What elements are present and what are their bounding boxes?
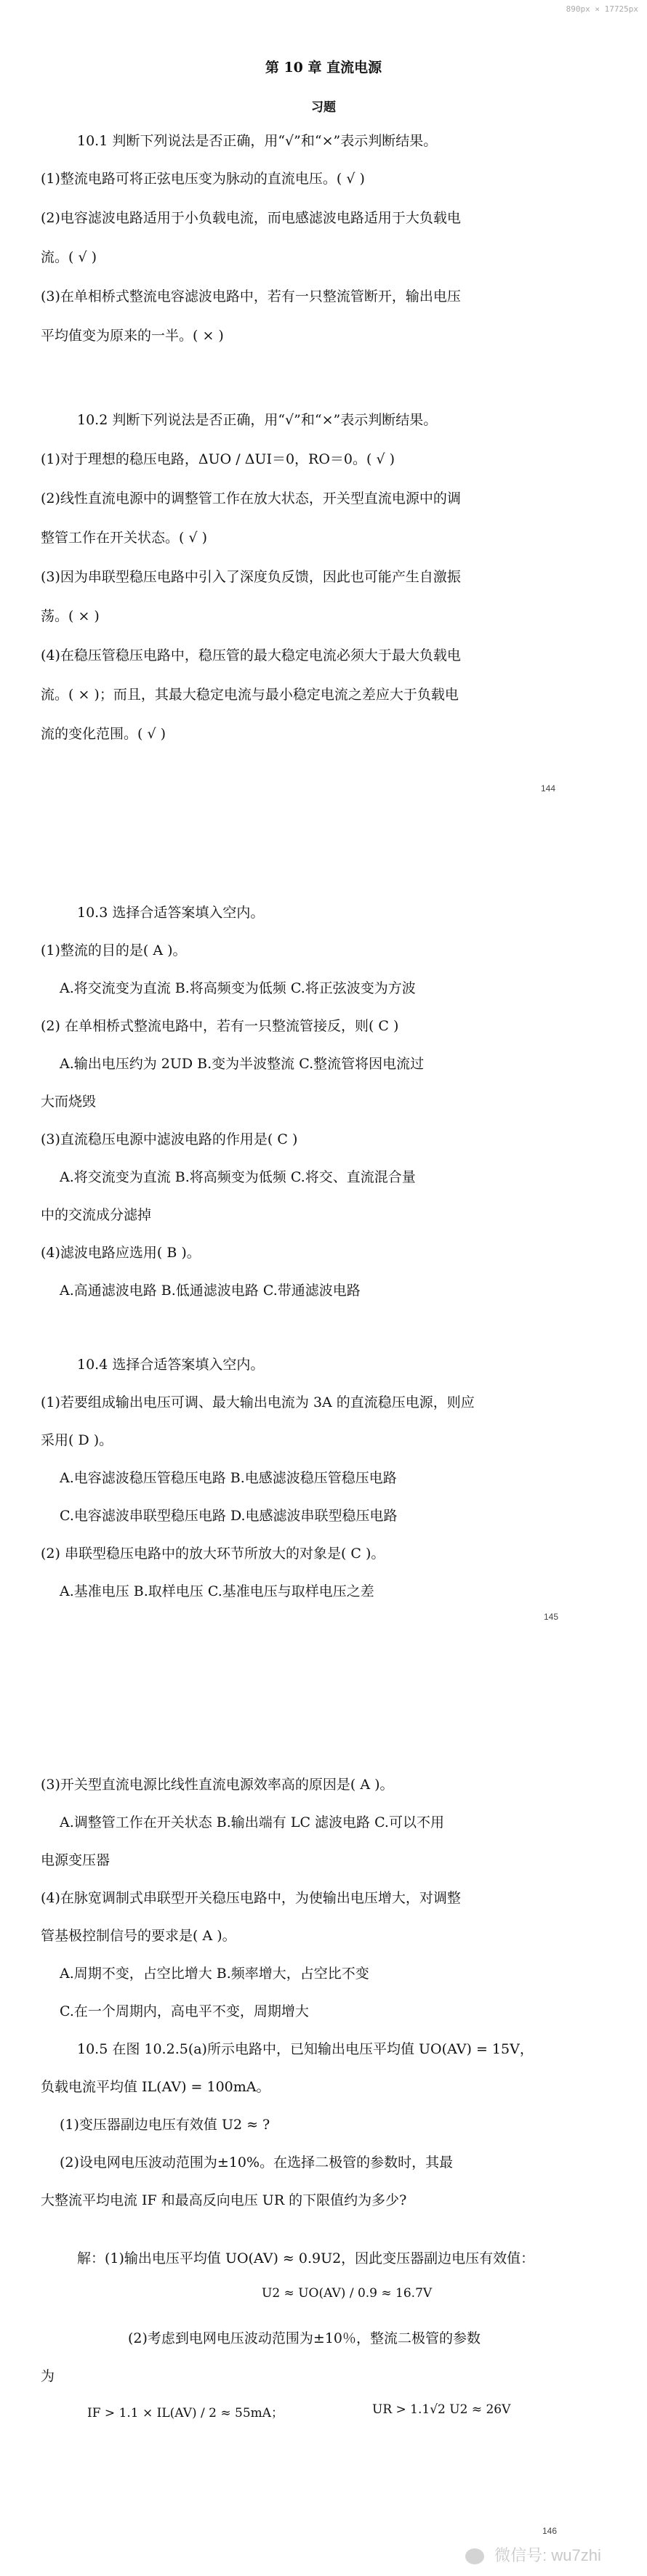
q10-4-line-7: (3)开关型直流电源比线性直流电源效率高的原因是( A )。	[41, 1777, 394, 1793]
q10-5-solution-2: (2)考虑到电网电压波动范围为±10％，整流二极管的参数	[128, 2330, 481, 2346]
image-size-label: 890px × 17725px	[566, 4, 638, 14]
page-145	[0, 879, 647, 1622]
q10-5-line-4: 大整流平均电流 IF 和最高反向电压 UR 的下限值约为多少?	[41, 2192, 407, 2208]
q10-3-line-9: (4)滤波电路应选用( B )。	[41, 1245, 201, 1261]
q10-4-heading: 10.4 选择合适答案填入空内。	[77, 1357, 265, 1373]
q10-1-line-1: (1)整流电路可将正弦电压变为脉动的直流电压。( √ )	[41, 171, 365, 187]
q10-1-line-2: (2)电容滤波电路适用于小负载电流，而电感滤波电路适用于大负载电	[41, 210, 461, 226]
q10-1-line-3: 流。( √ )	[41, 249, 97, 265]
q10-3-heading: 10.3 选择合适答案填入空内。	[77, 905, 265, 921]
page-number: 145	[544, 1612, 559, 1622]
q10-4-line-13: C.在一个周期内，高电平不变，周期增大	[60, 2003, 309, 2019]
q10-3-line-3: (2) 在单相桥式整流电路中，若有一只整流管接反，则( C )	[41, 1018, 399, 1034]
q10-2-line-4: (3)因为串联型稳压电路中引入了深度负反馈，因此也可能产生自激振	[41, 569, 461, 585]
q10-4-line-11: 管基极控制信号的要求是( A )。	[41, 1928, 236, 1944]
q10-2-line-1: (1)对于理想的稳压电路，ΔUO / ΔUI＝0，RO＝0。( √ )	[41, 451, 395, 467]
wechat-icon	[465, 2548, 484, 2564]
q10-4-line-10: (4)在脉宽调制式串联型开关稳压电路中，为使输出电压增大，对调整	[41, 1890, 461, 1906]
q10-1-line-5: 平均值变为原来的一半。( × )	[41, 328, 224, 344]
q10-3-line-7: A.将交流变为直流 B.将高频变为低频 C.将交、直流混合量	[60, 1169, 416, 1185]
page-144	[0, 0, 647, 794]
q10-4-line-5: (2) 串联型稳压电路中的放大环节所放大的对象是( C )。	[41, 1546, 385, 1562]
chapter-title: 第 10 章 直流电源	[265, 60, 382, 76]
q10-5-formula-2: IF > 1.1 × IL(AV) / 2 ≈ 55mA；	[87, 2406, 284, 2420]
q10-3-line-10: A.高通滤波电路 B.低通滤波电路 C.带通滤波电路	[60, 1283, 361, 1299]
q10-2-line-6: (4)在稳压管稳压电路中，稳压管的最大稳定电流必须大于最大负载电	[41, 647, 461, 663]
q10-3-line-1: (1)整流的目的是( A )。	[41, 942, 187, 958]
q10-3-line-5: 大而烧毁	[41, 1094, 97, 1110]
q10-2-line-7: 流。( × )；而且，其最大稳定电流与最小稳定电流之差应大于负载电	[41, 687, 459, 703]
q10-4-line-6: A.基准电压 B.取样电压 C.基准电压与取样电压之差	[60, 1583, 374, 1599]
q10-4-line-9: 电源变压器	[41, 1852, 110, 1868]
q10-3-line-8: 中的交流成分滤掉	[41, 1207, 152, 1223]
q10-2-line-5: 荡。( × )	[41, 608, 100, 624]
q10-4-line-3: A.电容滤波稳压管稳压电路 B.电感滤波稳压管稳压电路	[60, 1470, 397, 1486]
q10-4-line-1: (1)若要组成输出电压可调、最大输出电流为 3A 的直流稳压电源，则应	[41, 1394, 475, 1410]
q10-3-line-2: A.将交流变为直流 B.将高频变为低频 C.将正弦波变为方波	[60, 980, 416, 996]
watermark-text: 微信号: wu7zhi	[494, 2546, 601, 2564]
chapter-subtitle: 习题	[311, 100, 336, 115]
q10-2-line-2: (2)线性直流电源中的调整管工作在放大状态，开关型直流电源中的调	[41, 490, 461, 506]
q10-2-heading: 10.2 判断下列说法是否正确，用“√”和“×”表示判断结果。	[77, 412, 438, 428]
q10-5-formula-1: U2 ≈ UO(AV) / 0.9 ≈ 16.7V	[262, 2286, 433, 2301]
q10-4-line-8: A.调整管工作在开关状态 B.输出端有 LC 滤波电路 C.可以不用	[60, 1814, 444, 1830]
q10-4-line-12: A.周期不变，占空比增大 B.频率增大，占空比不变	[60, 1966, 369, 1982]
q10-1-heading: 10.1 判断下列说法是否正确，用“√”和“×”表示判断结果。	[77, 133, 438, 149]
q10-3-line-4: A.输出电压约为 2UD B.变为半波整流 C.整流管将因电流过	[60, 1056, 425, 1072]
q10-2-line-3: 整管工作在开关状态。( √ )	[41, 530, 208, 546]
q10-5-line-1: 负载电流平均值 IL(AV) = 100mA。	[41, 2079, 270, 2095]
q10-5-solution-1: 解：(1)输出电压平均值 UO(AV) ≈ 0.9U2，因此变压器副边电压有效值：	[77, 2250, 535, 2266]
page-146	[0, 1759, 647, 2536]
page-number: 144	[541, 783, 556, 794]
q10-5-heading: 10.5 在图 10.2.5(a)所示电路中，已知输出电压平均值 UO(AV) = 15V，	[77, 2041, 534, 2057]
page-number: 146	[542, 2526, 558, 2536]
q10-4-line-4: C.电容滤波串联型稳压电路 D.电感滤波串联型稳压电路	[60, 1508, 398, 1524]
q10-1-line-4: (3)在单相桥式整流电容滤波电路中，若有一只整流管断开，输出电压	[41, 288, 461, 304]
wechat-watermark	[465, 2543, 601, 2566]
q10-3-line-6: (3)直流稳压电源中滤波电路的作用是( C )	[41, 1131, 298, 1147]
q10-5-line-3: (2)设电网电压波动范围为±10%。在选择二极管的参数时，其最	[60, 2155, 454, 2171]
q10-4-line-2: 采用( D )。	[41, 1432, 113, 1448]
q10-5-line-2: (1)变压器副边电压有效值 U2 ≈ ?	[60, 2117, 270, 2133]
q10-2-line-8: 流的变化范围。( √ )	[41, 726, 166, 742]
q10-5-solution-3: 为	[41, 2368, 55, 2384]
q10-5-formula-3: UR > 1.1√2 U2 ≈ 26V	[372, 2402, 511, 2417]
